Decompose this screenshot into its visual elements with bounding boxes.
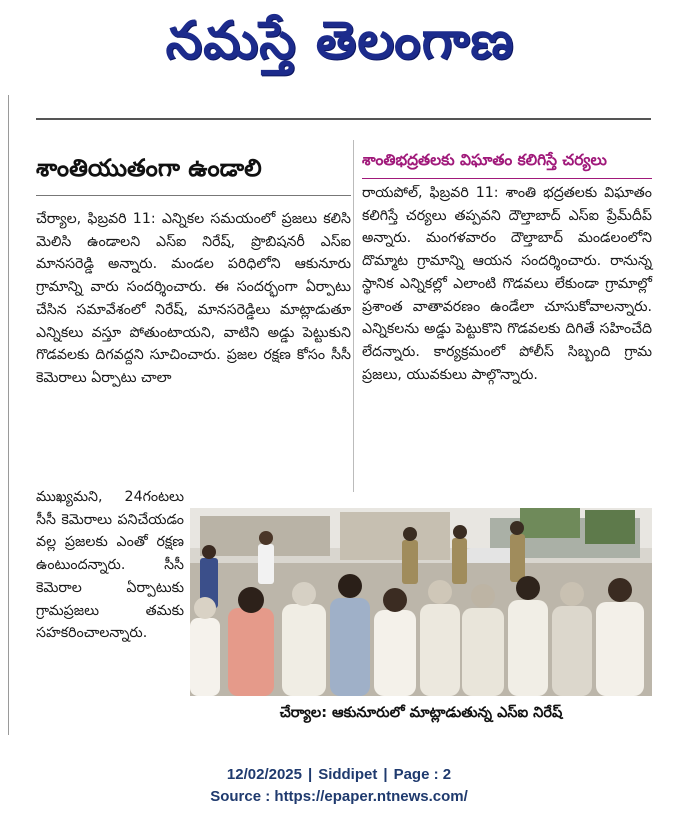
footer-separator: | xyxy=(383,766,388,783)
newspaper-masthead xyxy=(60,6,620,76)
column-divider xyxy=(353,140,354,492)
right-headline-rule xyxy=(362,178,652,179)
masthead-title: నమస్తే తెలంగాణ xyxy=(165,11,515,71)
clipping-edge-divider xyxy=(8,95,9,735)
photo-caption: చేర్యాల: ఆకునూరులో మాట్లాడుతున్న ఎస్ఐ నిరేష్ xyxy=(279,705,563,721)
right-article-body: రాయపోల్, ఫిబ్రవరి 11: శాంతి భద్రతలకు విఘాతం కలిగిస్తే చర్యలు తప్పవని దౌల్తాబాద్ ఎస్ఐ ప్రేమ్‌దీప్ అన్నారు. మంగళవారం దౌల్తాబాద్ మండలంలోని దొమ్మాట గ్రామాన్ని ఆయన సందర్శించారు. రానున్న స్థానిక ఎన్నికల్లో ఎలాంటి గొడవలు లేకుండా గ్రామాల్లో ప్రశాంత వాతావరణం ఉండేలా చూసుకోవాలన్నారు. ఎన్నికలను అడ్డు పెట్టుకొని గొడవలకు దిగితే సహించేది లేదన్నారు. కార్యక్రమంలో పోలీస్ సిబ్బంది గ్రామ ప్రజలు, యువకులు పాల్గొన్నారు. xyxy=(362,185,652,383)
left-article-body-continued: ముఖ్యమని, 24గంటలు సీసీ కెమెరాలు పనిచేయడం వల్ల ప్రజలకు ఎంతో రక్షణ ఉంటుందన్నారు. సీసీ కెమెరాల ఏర్పాటుకు గ్రామప్రజలు తమకు సహకరించాలన్నారు. xyxy=(36,489,184,642)
top-rule xyxy=(36,118,651,120)
right-article-headline: శాంతిభద్రతలకు విఘాతం కలిగిస్తే చర్యలు xyxy=(362,151,607,169)
footer-source-link[interactable]: Source : https://epaper.ntnews.com/ xyxy=(210,788,468,805)
footer-edition: Siddipet xyxy=(318,766,378,783)
footer-separator: | xyxy=(307,766,313,783)
news-photo xyxy=(190,508,652,696)
footer-edition-info xyxy=(0,764,678,786)
news-photo-illustration xyxy=(190,508,652,696)
left-headline-rule xyxy=(36,195,351,196)
left-article-body: చేర్యాల, ఫిబ్రవరి 11: ఎన్నికల సమయంలో ప్రజలు కలిసి మెలిసి ఉండాలని ఎస్ఐ నిరేష్, ప్రొబిషనరీ ఎస్ఐ మానసరెడ్డి అన్నారు. మండల పరిధిలోని ఆకునూరు గ్రామాన్ని వారు సందర్శించారు. ఈ సందర్భంగా ఏర్పాటు చేసిన సమావేశంలో నిరేష్, మానసరెడ్డిలు మాట్లాడుతూ ఎన్నికలు వస్తూ పోతుంటాయని, వాటిని అడ్డు పెట్టుకుని గొడవలకు దిగవద్దని సూచించారు. ప్రజల రక్షణ కోసం సీసీ కెమెరాలు ఏర్పాటు చాలా xyxy=(36,211,351,386)
left-article-headline: శాంతియుతంగా ఉండాలి xyxy=(36,154,262,182)
footer-date: 12/02/2025 xyxy=(226,766,302,783)
footer-page: Page : 2 xyxy=(393,766,452,783)
